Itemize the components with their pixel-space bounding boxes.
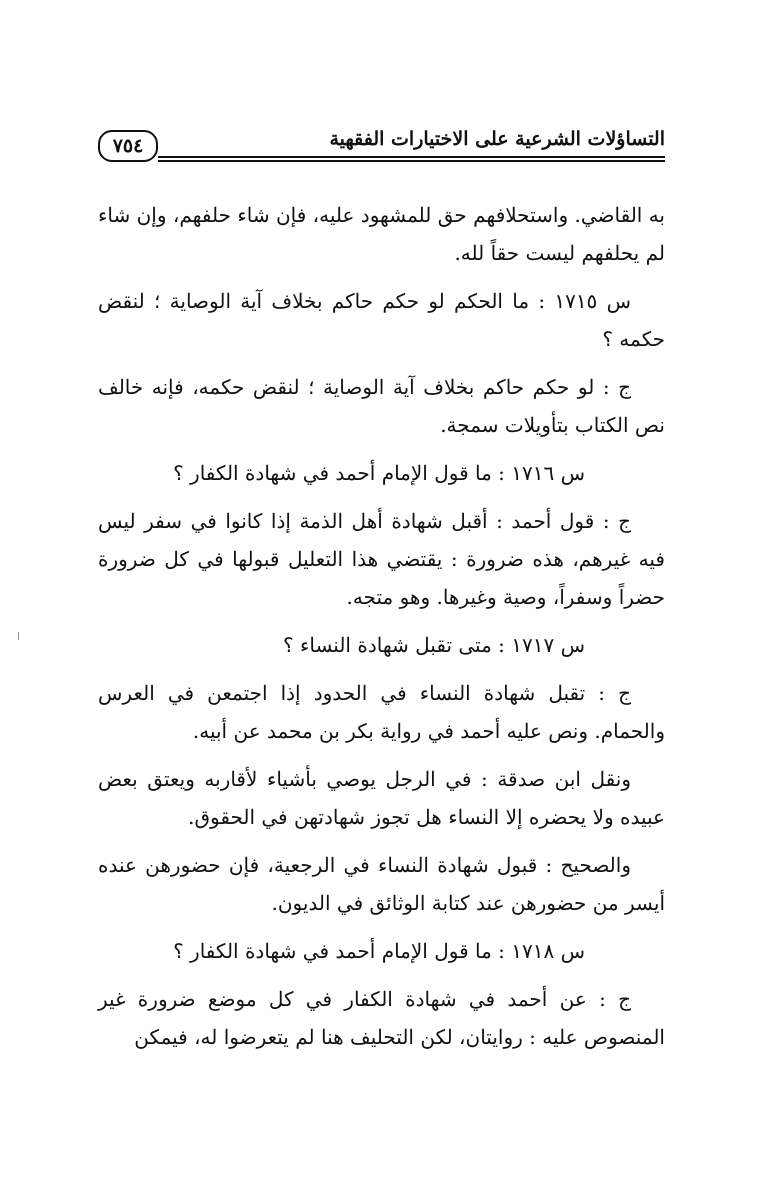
paragraph: والصحيح : قبول شهادة النساء في الرجعية، فإن حضورهن عنده أيسر من حضورهن عند كتابة الوثائق في الديون. (98, 853, 665, 915)
answer: ج : تقبل شهادة النساء في الحدود إذا اجتمعن في العرس والحمام. ونص عليه أحمد في رواية بكر بن محمد عن أبيه. (98, 681, 665, 743)
header-rule (158, 156, 665, 158)
paragraph: به القاضي. واستحلافهم حق للمشهود عليه، فإن شاء حلفهم، وإن شاء لم يحلفهم ليست حقاً لله. (98, 203, 665, 265)
paragraph: ونقل ابن صدقة : في الرجل يوصي بأشياء لأقاربه ويعتق بعض عبيده ولا يحضره إلا النساء هل تجوز شهادتهن في الحقوق. (98, 767, 665, 829)
answer: ج : لو حكم حاكم بخلاف آية الوصاية ؛ لنقض حكمه، فإنه خالف نص الكتاب بتأويلات سمجة. (98, 375, 665, 437)
page-number: ٧٥٤ (98, 130, 158, 162)
margin-mark (18, 632, 19, 640)
header-rule-lower (158, 160, 665, 162)
answer: ج : عن أحمد في شهادة الكفار في كل موضع ضرورة غير المنصوص عليه : روايتان، لكن التحليف هنا لم يتعرضوا له، فيمكن (98, 987, 665, 1049)
page-body (98, 196, 665, 1056)
answer: ج : قول أحمد : أقبل شهادة أهل الذمة إذا كانوا في سفر ليس فيه غيرهم، هذه ضرورة : يقتضي هذا التعليل قبولها في كل ضرورة حضراً وسفراً، وصية وغيرها. وهو متجه. (98, 509, 665, 609)
question: س ١٧١٧ : متى تقبل شهادة النساء ؟ (282, 633, 585, 657)
page-header (98, 116, 665, 172)
question: س ١٧١٨ : ما قول الإمام أحمد في شهادة الكفار ؟ (173, 939, 585, 963)
question: س ١٧١٦ : ما قول الإمام أحمد في شهادة الكفار ؟ (173, 461, 585, 485)
running-title: التساؤلات الشرعية على الاختيارات الفقهية (329, 128, 665, 150)
question: س ١٧١٥ : ما الحكم لو حكم حاكم بخلاف آية الوصاية ؛ لنقض حكمه ؟ (98, 289, 665, 351)
